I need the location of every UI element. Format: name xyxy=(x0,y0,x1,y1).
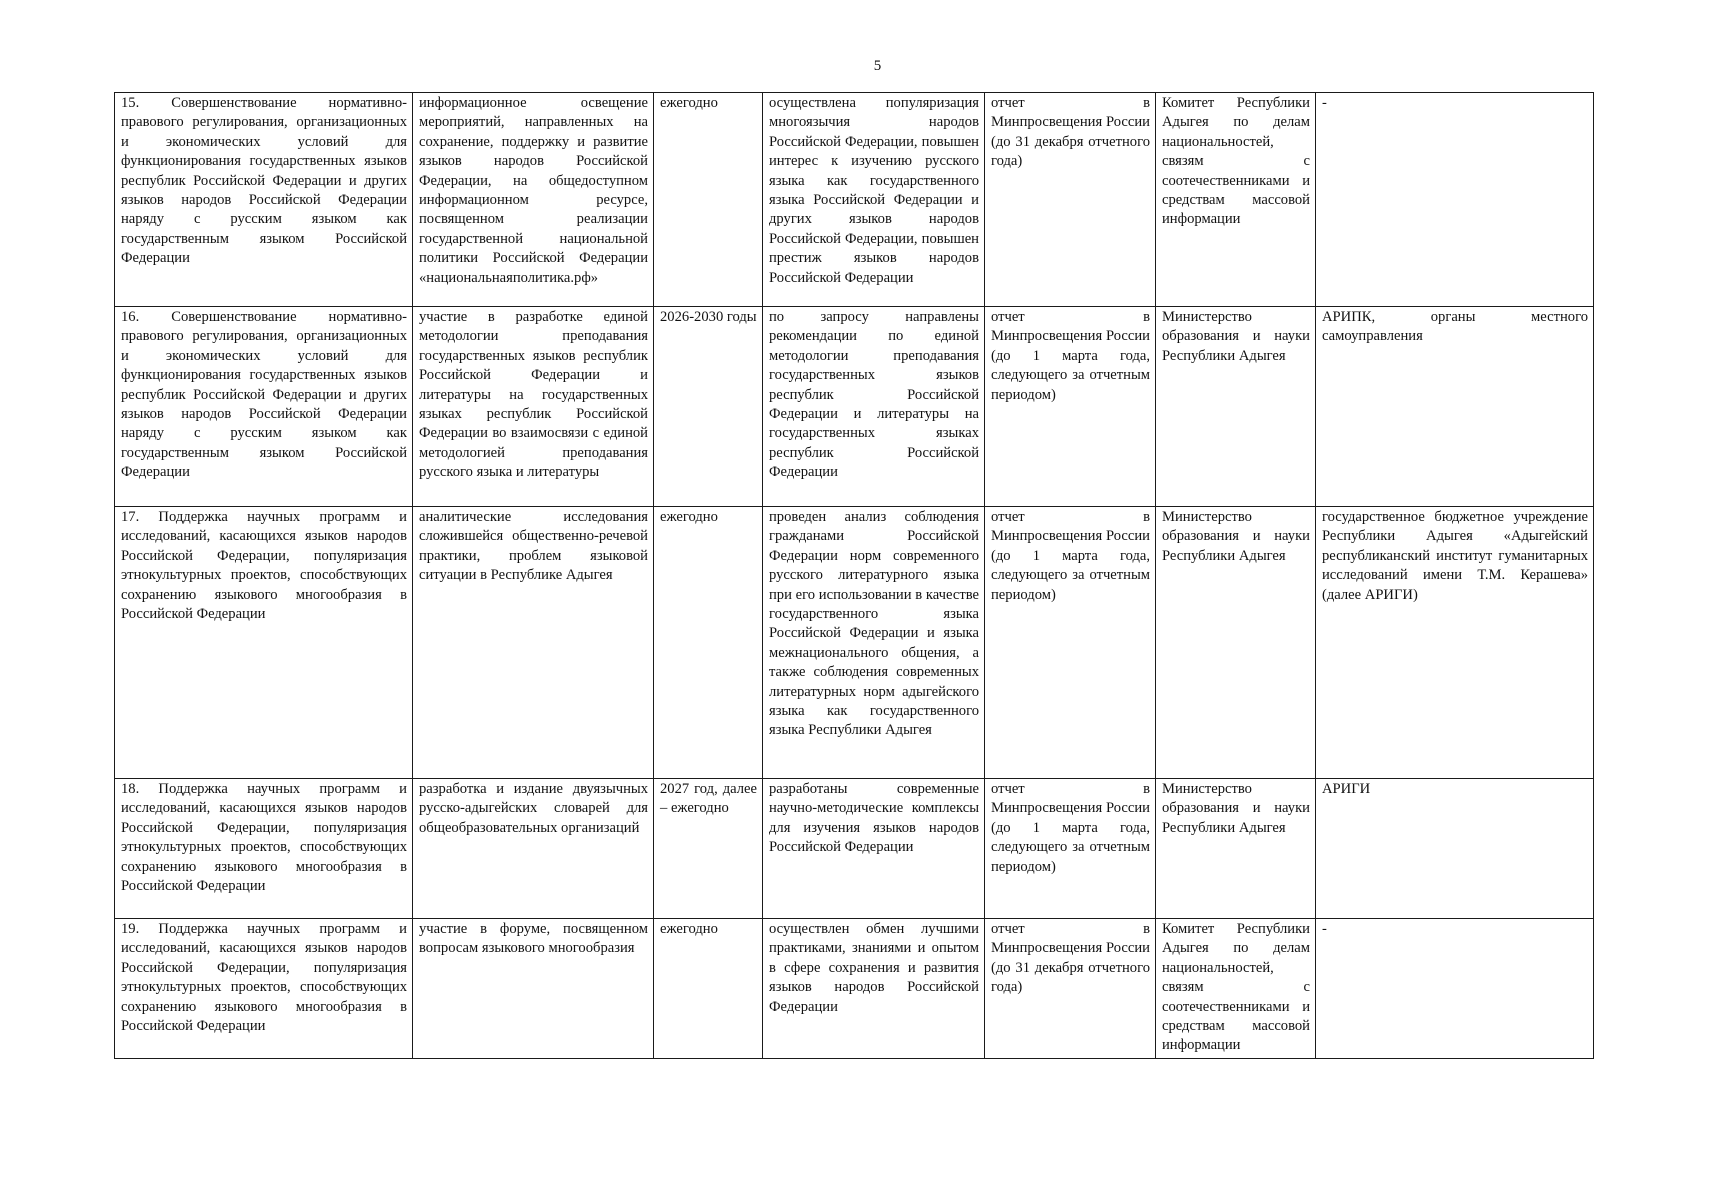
report-cell: отчет в Минпросвещения России (до 1 марта года, следующего за отчетным периодом) xyxy=(985,507,1156,779)
table-row xyxy=(115,307,1594,507)
coexecutors-cell: - xyxy=(1316,93,1594,307)
activity-cell: аналитические исследования сложившейся общественно-речевой практики, проблем языковой ситуации в Республике Адыгея xyxy=(413,507,654,779)
period-cell: 2027 год, далее – ежегодно xyxy=(654,779,763,919)
period-cell: ежегодно xyxy=(654,93,763,307)
result-cell: разработаны современные научно-методические комплексы для изучения языков народов Российской Федерации xyxy=(763,779,985,919)
table-row xyxy=(115,93,1594,307)
coexecutors-cell: - xyxy=(1316,919,1594,1059)
activity-cell: разработка и издание двуязычных русско-адыгейских словарей для общеобразовательных организаций xyxy=(413,779,654,919)
responsible-cell: Комитет Республики Адыгея по делам национальностей, связям с соотечественниками и средствам массовой информации xyxy=(1156,93,1316,307)
report-cell: отчет в Минпросвещения России (до 31 декабря отчетного года) xyxy=(985,93,1156,307)
measure-cell: 16. Совершенствование нормативно-правового регулирования, организационных и экономических условий для функционирования государственных языков республик Российской Федерации и других языков народов Российской Федерации наряду с русским языком как государственным языком Российской Федерации xyxy=(115,307,413,507)
table-row xyxy=(115,919,1594,1059)
result-cell: осуществлен обмен лучшими практиками, знаниями и опытом в сфере сохранения и развития языков народов Российской Федерации xyxy=(763,919,985,1059)
responsible-cell: Министерство образования и науки Республики Адыгея xyxy=(1156,507,1316,779)
activity-cell: информационное освещение мероприятий, направленных на сохранение, поддержку и развитие языков народов Российской Федерации, на общедоступном информационном ресурсе, посвященном реализации государственной национальной политики Российской Федерации «национальнаяполитика.рф» xyxy=(413,93,654,307)
responsible-cell: Министерство образования и науки Республики Адыгея xyxy=(1156,779,1316,919)
coexecutors-cell: АРИГИ xyxy=(1316,779,1594,919)
measure-cell: 17. Поддержка научных программ и исследований, касающихся языков народов Российской Федерации, популяризация этнокультурных проектов, способствующих сохранению языкового многообразия в Российской Федерации xyxy=(115,507,413,779)
responsible-cell: Министерство образования и науки Республики Адыгея xyxy=(1156,307,1316,507)
measure-cell: 19. Поддержка научных программ и исследований, касающихся языков народов Российской Федерации, популяризация этнокультурных проектов, способствующих сохранению языкового многообразия в Российской Федерации xyxy=(115,919,413,1059)
table-row xyxy=(115,507,1594,779)
period-cell: 2026-2030 годы xyxy=(654,307,763,507)
period-cell: ежегодно xyxy=(654,507,763,779)
responsible-cell: Комитет Республики Адыгея по делам национальностей, связям с соотечественниками и средствам массовой информации xyxy=(1156,919,1316,1059)
action-plan-table xyxy=(114,92,1594,1059)
result-cell: проведен анализ соблюдения гражданами Российской Федерации норм современного русского литературного языка при его использовании в качестве государственного языка Российской Федерации и языка межнационального общения, а также соблюдения современных литературных норм адыгейского языка как государственного языка Республики Адыгея xyxy=(763,507,985,779)
period-cell: ежегодно xyxy=(654,919,763,1059)
coexecutors-cell: АРИПК, органы местного самоуправления xyxy=(1316,307,1594,507)
table-row xyxy=(115,779,1594,919)
result-cell: осуществлена популяризация многоязычия народов Российской Федерации, повышен интерес к изучению русского языка как государственного языка Российской Федерации и других языков народов Российской Федерации, повышен престиж языков народов Российской Федерации xyxy=(763,93,985,307)
coexecutors-cell: государственное бюджетное учреждение Республики Адыгея «Адыгейский республиканский институт гуманитарных исследований имени Т.М. Керашева» (далее АРИГИ) xyxy=(1316,507,1594,779)
measure-cell: 15. Совершенствование нормативно-правового регулирования, организационных и экономических условий для функционирования государственных языков республик Российской Федерации и других языков народов Российской Федерации наряду с русским языком как государственным языком Российской Федерации xyxy=(115,93,413,307)
report-cell: отчет в Минпросвещения России (до 1 марта года, следующего за отчетным периодом) xyxy=(985,307,1156,507)
report-cell: отчет в Минпросвещения России (до 1 марта года, следующего за отчетным периодом) xyxy=(985,779,1156,919)
page-number: 5 xyxy=(873,58,882,74)
activity-cell: участие в форуме, посвященном вопросам языкового многообразия xyxy=(413,919,654,1059)
report-cell: отчет в Минпросвещения России (до 31 декабря отчетного года) xyxy=(985,919,1156,1059)
measure-cell: 18. Поддержка научных программ и исследований, касающихся языков народов Российской Федерации, популяризация этнокультурных проектов, способствующих сохранению языкового многообразия в Российской Федерации xyxy=(115,779,413,919)
activity-cell: участие в разработке единой методологии преподавания государственных языков республик Российской Федерации и литературы на государственных языках республик Российской Федерации во взаимосвязи с единой методологией преподавания русского языка и литературы xyxy=(413,307,654,507)
result-cell: по запросу направлены рекомендации по единой методологии преподавания государственных языков республик Российской Федерации и литературы на государственных языках республик Российской Федерации xyxy=(763,307,985,507)
